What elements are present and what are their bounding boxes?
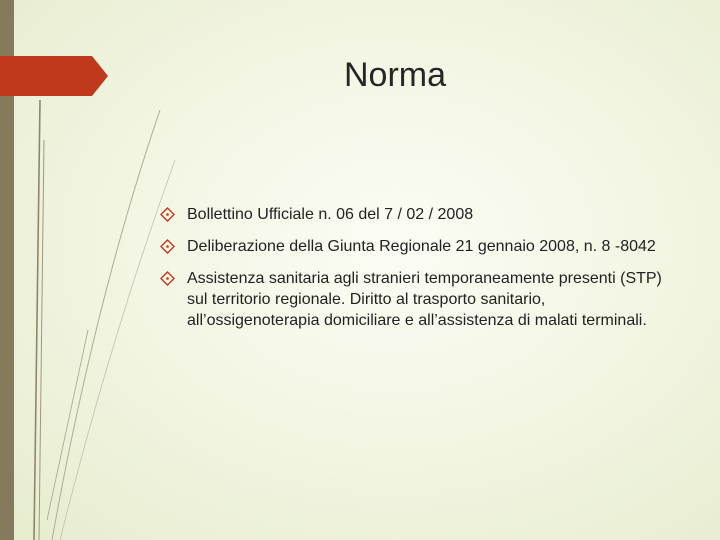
bullet-list: [160, 204, 670, 342]
diamond-outline-icon: [160, 271, 175, 286]
deco-curve-2: [60, 160, 175, 540]
deco-curve-1: [52, 110, 160, 540]
slide-title: Norma: [343, 56, 447, 94]
bullet-text: Deliberazione della Giunta Regionale 21 gennaio 2008, n. 8 -8042: [187, 238, 656, 255]
bullet-item: [160, 236, 670, 257]
bullet-text: Assistenza sanitaria agli stranieri temporaneamente presenti (STP) sul territorio regionale. Diritto al trasporto sanitario, all’ossigenoterapia domiciliare e all’assistenza di malati terminali.: [187, 270, 662, 329]
deco-line-vertical-1: [34, 100, 40, 540]
deco-curve-3: [47, 330, 88, 520]
bullet-text: Bollettino Ufficiale n. 06 del 7 / 02 / 2008: [187, 206, 474, 223]
deco-line-vertical-2: [39, 140, 44, 540]
title-accent-tab: [0, 56, 108, 96]
diamond-outline-icon: [160, 239, 175, 254]
diamond-outline-icon: [160, 207, 175, 222]
bullet-item: [160, 268, 670, 331]
bullet-item: [160, 204, 670, 225]
